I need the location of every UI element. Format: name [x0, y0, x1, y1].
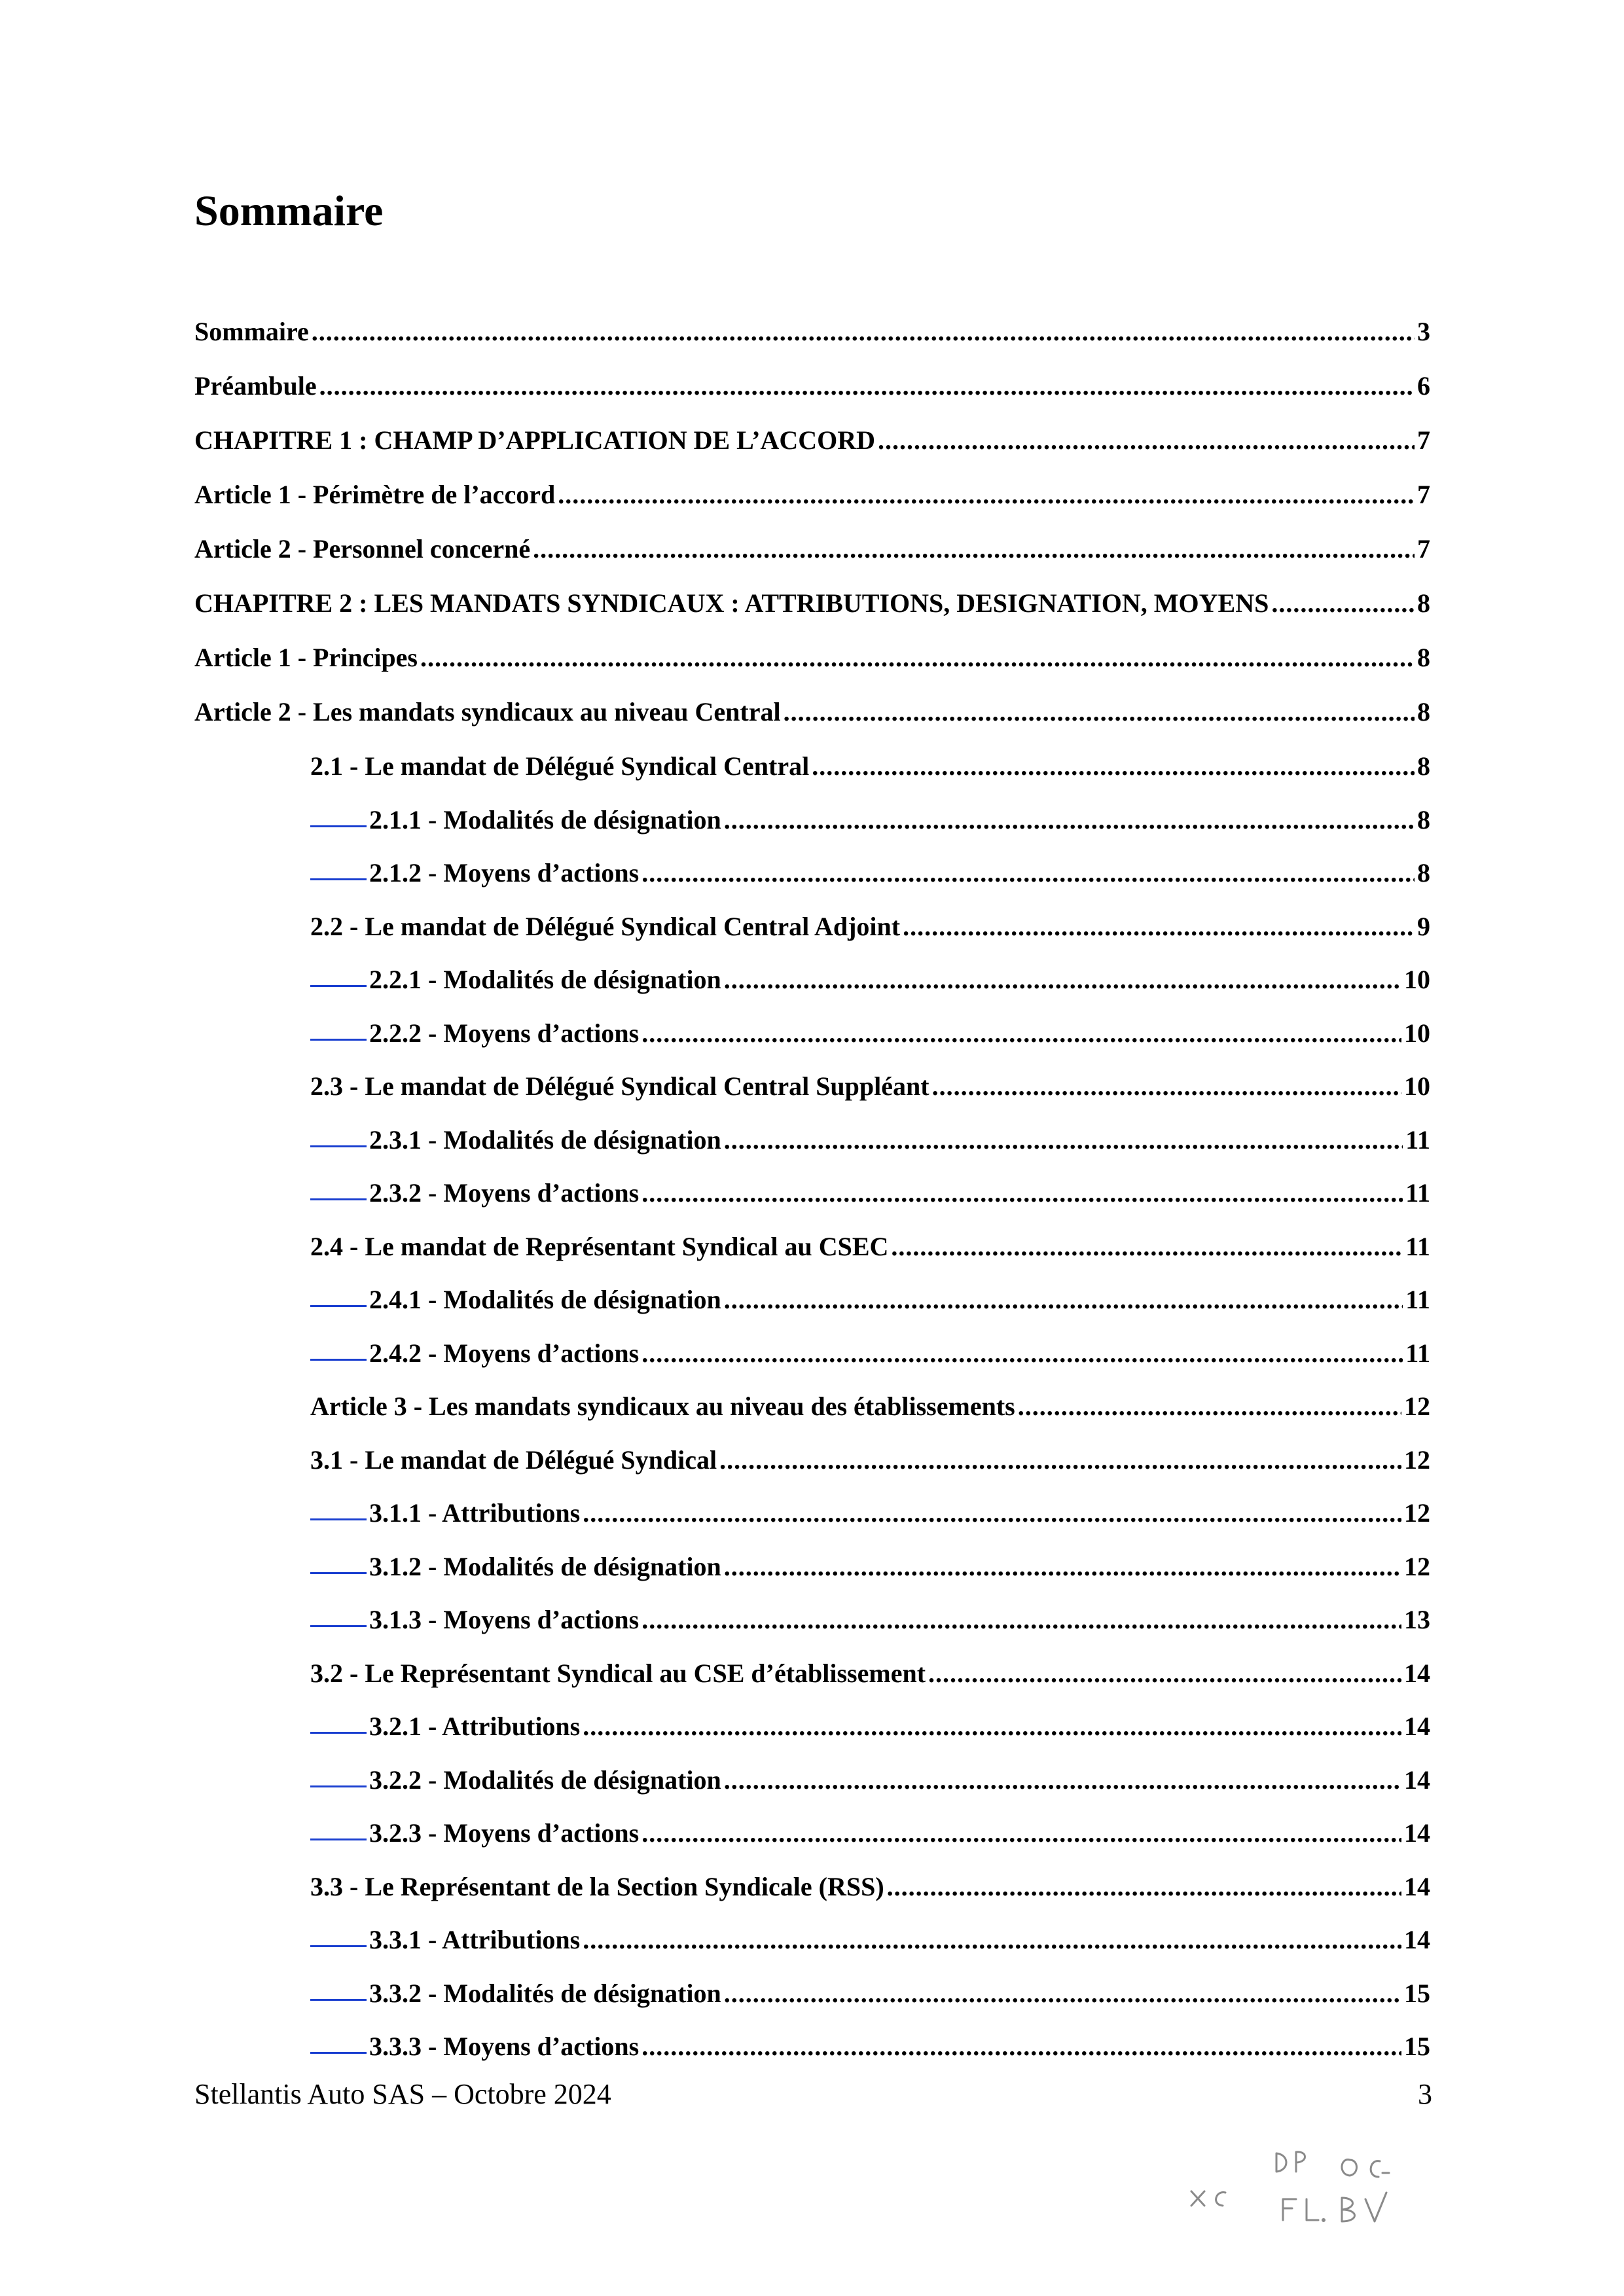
toc-entry-title [194, 319, 309, 345]
toc-entry[interactable] [310, 1820, 1430, 1846]
toc-entry-text: 3.1.1 - Attributions [369, 1498, 581, 1528]
tab-leader-underline [310, 1625, 367, 1627]
toc-entry-page-number: 12 [1404, 1498, 1430, 1528]
toc-dot-leader [724, 1981, 1401, 2007]
toc-entry-text: Article 2 - Les mandats syndicaux au niveau Central [194, 697, 781, 726]
toc-entry[interactable] [310, 1874, 1430, 1900]
toc-entry-title [310, 1073, 929, 1100]
toc-entry-text: 2.3 - Le mandat de Délégué Syndical Central Suppléant [310, 1071, 929, 1101]
toc-entry-text: 2.1.1 - Modalités de désignation [369, 805, 721, 834]
toc-entry-text: Article 1 - Principes [194, 643, 418, 672]
toc-entry-page-number: 14 [1404, 1925, 1430, 1954]
toc-entry-text: 2.1 - Le mandat de Délégué Syndical Central [310, 751, 810, 781]
toc-dot-leader [583, 1713, 1401, 1740]
toc-entry[interactable] [310, 1500, 1430, 1526]
toc-dot-leader [641, 860, 1415, 886]
toc-entry-title [194, 427, 875, 454]
toc-dot-leader [1271, 590, 1415, 617]
toc-entry-title [194, 645, 418, 671]
page-title: Sommaire [194, 187, 384, 235]
tab-leader-underline [310, 1518, 367, 1520]
tab-leader-underline [310, 825, 367, 827]
toc-entry-page-number: 8 [1417, 751, 1430, 781]
toc-dot-leader [887, 1874, 1401, 1900]
toc-entry-title [310, 967, 721, 993]
tab-leader-underline [310, 1039, 367, 1041]
toc-entry-page-number: 12 [1404, 1391, 1430, 1421]
toc-entry-page-number: 3 [1417, 317, 1430, 346]
toc-entry[interactable] [310, 860, 1430, 886]
toc-entry-page-number: 8 [1417, 588, 1430, 618]
toc-entry-text: Article 3 - Les mandats syndicaux au niveau des établissements [310, 1391, 1015, 1421]
tab-leader-underline [310, 1945, 367, 1947]
toc-entry[interactable] [194, 536, 1430, 562]
toc-dot-leader [641, 2034, 1401, 2060]
toc-entry-page-number: 11 [1405, 1338, 1430, 1368]
toc-entry-text: 3.3.1 - Attributions [369, 1925, 581, 1954]
toc-dot-leader [878, 427, 1415, 454]
toc-entry-text: CHAPITRE 2 : LES MANDATS SYNDICAUX : ATTRIBUTIONS, DESIGNATION, MOYENS [194, 588, 1269, 618]
toc-entry-text: 2.3.2 - Moyens d’actions [369, 1178, 640, 1208]
toc-entry[interactable] [194, 590, 1430, 617]
toc-entry-title [310, 1713, 580, 1740]
toc-entry-text: 3.1.2 - Modalités de désignation [369, 1552, 721, 1581]
toc-dot-leader [420, 645, 1415, 671]
toc-dot-leader [724, 1767, 1401, 1793]
toc-entry[interactable] [310, 967, 1430, 993]
footer-page-number: 3 [1418, 2078, 1432, 2110]
toc-entry-page-number: 14 [1404, 1765, 1430, 1795]
toc-entry-text: Article 1 - Périmètre de l’accord [194, 480, 556, 509]
toc-entry-page-number: 8 [1417, 697, 1430, 726]
toc-dot-leader [319, 373, 1415, 399]
toc-entry[interactable] [310, 1393, 1430, 1420]
tab-leader-underline [310, 878, 367, 880]
toc-entry-text: 3.2.3 - Moyens d’actions [369, 1818, 640, 1848]
toc-entry-text: 2.4 - Le mandat de Représentant Syndical au CSEC [310, 1232, 889, 1261]
toc-entry[interactable] [310, 753, 1430, 780]
toc-entry-title [310, 914, 900, 940]
toc-entry-page-number: 10 [1404, 965, 1430, 994]
toc-entry-text: 3.2 - Le Représentant Syndical au CSE d’établissement [310, 1659, 926, 1688]
toc-dot-leader [558, 482, 1415, 508]
toc-entry-title [310, 1500, 580, 1526]
toc-dot-leader [641, 1607, 1401, 1633]
toc-entry[interactable] [310, 1660, 1430, 1687]
toc-entry-title [310, 1180, 639, 1206]
toc-entry[interactable] [310, 2034, 1430, 2060]
toc-entry-text: CHAPITRE 1 : CHAMP D’APPLICATION DE L’ACCORD [194, 425, 876, 455]
toc-entry-page-number: 6 [1417, 371, 1430, 401]
toc-entry-title [310, 1981, 721, 2007]
toc-entry-title [310, 1820, 639, 1846]
toc-entry-text: 2.2 - Le mandat de Délégué Syndical Central Adjoint [310, 912, 901, 941]
toc-entry[interactable] [310, 1554, 1430, 1580]
toc-entry-title [310, 1234, 888, 1260]
toc-entry-title [310, 807, 721, 833]
toc-dot-leader [641, 1180, 1403, 1206]
toc-entry-title [310, 1554, 721, 1580]
toc-entry-page-number: 9 [1417, 912, 1430, 941]
toc-entry[interactable] [310, 1447, 1430, 1473]
toc-entry[interactable] [310, 1287, 1430, 1313]
toc-entry-text: 2.4.1 - Modalités de désignation [369, 1285, 721, 1314]
toc-entry-page-number: 7 [1417, 534, 1430, 564]
toc-entry-text: 3.3 - Le Représentant de la Section Syndicale (RSS) [310, 1872, 884, 1901]
handwritten-initials-signature [1178, 2140, 1440, 2245]
toc-entry-page-number: 14 [1404, 1712, 1430, 1741]
toc-dot-leader [724, 1554, 1401, 1580]
toc-entry[interactable] [310, 1340, 1430, 1367]
toc-entry[interactable] [194, 373, 1430, 399]
toc-entry-title [310, 1393, 1015, 1420]
toc-entry-page-number: 11 [1405, 1232, 1430, 1261]
toc-entry-title [310, 1660, 926, 1687]
toc-dot-leader [533, 536, 1415, 562]
toc-entry-title [310, 1447, 717, 1473]
toc-dot-leader [724, 1287, 1403, 1313]
toc-entry[interactable] [310, 1981, 1430, 2007]
toc-entry-page-number: 10 [1404, 1071, 1430, 1101]
toc-entry[interactable] [310, 1234, 1430, 1260]
toc-dot-leader [891, 1234, 1403, 1260]
toc-entry-title [310, 1287, 721, 1313]
toc-dot-leader [724, 1127, 1403, 1153]
toc-entry-page-number: 14 [1404, 1872, 1430, 1901]
tab-leader-underline [310, 1145, 367, 1147]
toc-entry-page-number: 7 [1417, 425, 1430, 455]
toc-dot-leader [903, 914, 1415, 940]
toc-entry[interactable] [194, 427, 1430, 454]
toc-entry-text: Préambule [194, 371, 317, 401]
toc-dot-leader [1018, 1393, 1401, 1420]
toc-dot-leader [724, 807, 1415, 833]
toc-entry-page-number: 12 [1404, 1552, 1430, 1581]
toc-entry-text: 2.4.2 - Moyens d’actions [369, 1338, 640, 1368]
toc-entry[interactable] [310, 1927, 1430, 1953]
toc-entry-text: 2.3.1 - Modalités de désignation [369, 1125, 721, 1155]
toc-entry-title [310, 1607, 639, 1633]
toc-entry-title [194, 699, 781, 725]
toc-entry-title [310, 860, 639, 886]
toc-entry-text: 3.3.3 - Moyens d’actions [369, 2032, 640, 2061]
toc-entry-text: 3.1.3 - Moyens d’actions [369, 1605, 640, 1634]
toc-entry-title [310, 1020, 639, 1047]
toc-entry-title [310, 2034, 639, 2060]
tab-leader-underline [310, 1572, 367, 1574]
toc-entry-title [310, 1874, 884, 1900]
footer-company-date: Stellantis Auto SAS – Octobre 2024 [194, 2078, 611, 2110]
tab-leader-underline [310, 1785, 367, 1787]
toc-dot-leader [641, 1340, 1403, 1367]
toc-entry-text: 3.2.2 - Modalités de désignation [369, 1765, 721, 1795]
toc-dot-leader [724, 967, 1401, 993]
toc-entry-text: Article 2 - Personnel concerné [194, 534, 531, 564]
toc-entry-page-number: 8 [1417, 643, 1430, 672]
toc-dot-leader [719, 1447, 1401, 1473]
tab-leader-underline [310, 2052, 367, 2054]
toc-entry-text: 2.2.2 - Moyens d’actions [369, 1018, 640, 1048]
tab-leader-underline [310, 1198, 367, 1200]
toc-dot-leader [932, 1073, 1401, 1100]
toc-entry-page-number: 15 [1404, 2032, 1430, 2061]
toc-entry-text: 2.2.1 - Modalités de désignation [369, 965, 721, 994]
tab-leader-underline [310, 1999, 367, 2001]
tab-leader-underline [310, 985, 367, 987]
toc-entry-title [310, 1767, 721, 1793]
toc-entry-page-number: 14 [1404, 1818, 1430, 1848]
toc-entry-title [194, 373, 317, 399]
toc-dot-leader [641, 1820, 1401, 1846]
toc-entry[interactable] [310, 1073, 1430, 1100]
toc-entry-page-number: 14 [1404, 1659, 1430, 1688]
toc-entry-page-number: 12 [1404, 1445, 1430, 1475]
toc-entry-title [310, 1127, 721, 1153]
toc-dot-leader [583, 1500, 1401, 1526]
toc-entry-page-number: 11 [1405, 1178, 1430, 1208]
tab-leader-underline [310, 1732, 367, 1734]
toc-entry-title [310, 1340, 639, 1367]
toc-entry-page-number: 8 [1417, 858, 1430, 888]
toc-entry[interactable] [310, 1180, 1430, 1206]
toc-dot-leader [641, 1020, 1401, 1047]
toc-entry[interactable] [310, 1713, 1430, 1740]
toc-entry[interactable] [194, 482, 1430, 508]
toc-dot-leader [812, 753, 1415, 780]
tab-leader-underline [310, 1839, 367, 1840]
toc-entry-page-number: 15 [1404, 1979, 1430, 2008]
toc-entry-title [194, 482, 555, 508]
toc-entry-text: 3.1 - Le mandat de Délégué Syndical [310, 1445, 717, 1475]
toc-dot-leader [784, 699, 1415, 725]
toc-dot-leader [583, 1927, 1401, 1953]
tab-leader-underline [310, 1305, 367, 1307]
toc-entry[interactable] [310, 1020, 1430, 1047]
toc-entry-page-number: 11 [1405, 1125, 1430, 1155]
toc-entry-text: 3.3.2 - Modalités de désignation [369, 1979, 721, 2008]
toc-entry-page-number: 7 [1417, 480, 1430, 509]
toc-entry-title [194, 590, 1269, 617]
toc-entry-page-number: 10 [1404, 1018, 1430, 1048]
toc-dot-leader [928, 1660, 1401, 1687]
toc-entry[interactable] [194, 645, 1430, 671]
toc-entry-page-number: 8 [1417, 805, 1430, 834]
toc-entry-page-number: 13 [1404, 1605, 1430, 1634]
toc-entry-title [310, 753, 809, 780]
toc-entry[interactable] [310, 1607, 1430, 1633]
toc-entry[interactable] [310, 1767, 1430, 1793]
toc-dot-leader [312, 319, 1415, 345]
toc-entry[interactable] [194, 699, 1430, 725]
toc-entry-text: 3.2.1 - Attributions [369, 1712, 581, 1741]
toc-entry[interactable] [310, 914, 1430, 940]
toc-entry[interactable] [310, 1127, 1430, 1153]
toc-entry-title [194, 536, 530, 562]
toc-entry-text: Sommaire [194, 317, 309, 346]
toc-entry[interactable] [194, 319, 1430, 345]
toc-entry-title [310, 1927, 580, 1953]
tab-leader-underline [310, 1359, 367, 1361]
toc-entry-text: 2.1.2 - Moyens d’actions [369, 858, 640, 888]
toc-entry-page-number: 11 [1405, 1285, 1430, 1314]
toc-entry[interactable] [310, 807, 1430, 833]
